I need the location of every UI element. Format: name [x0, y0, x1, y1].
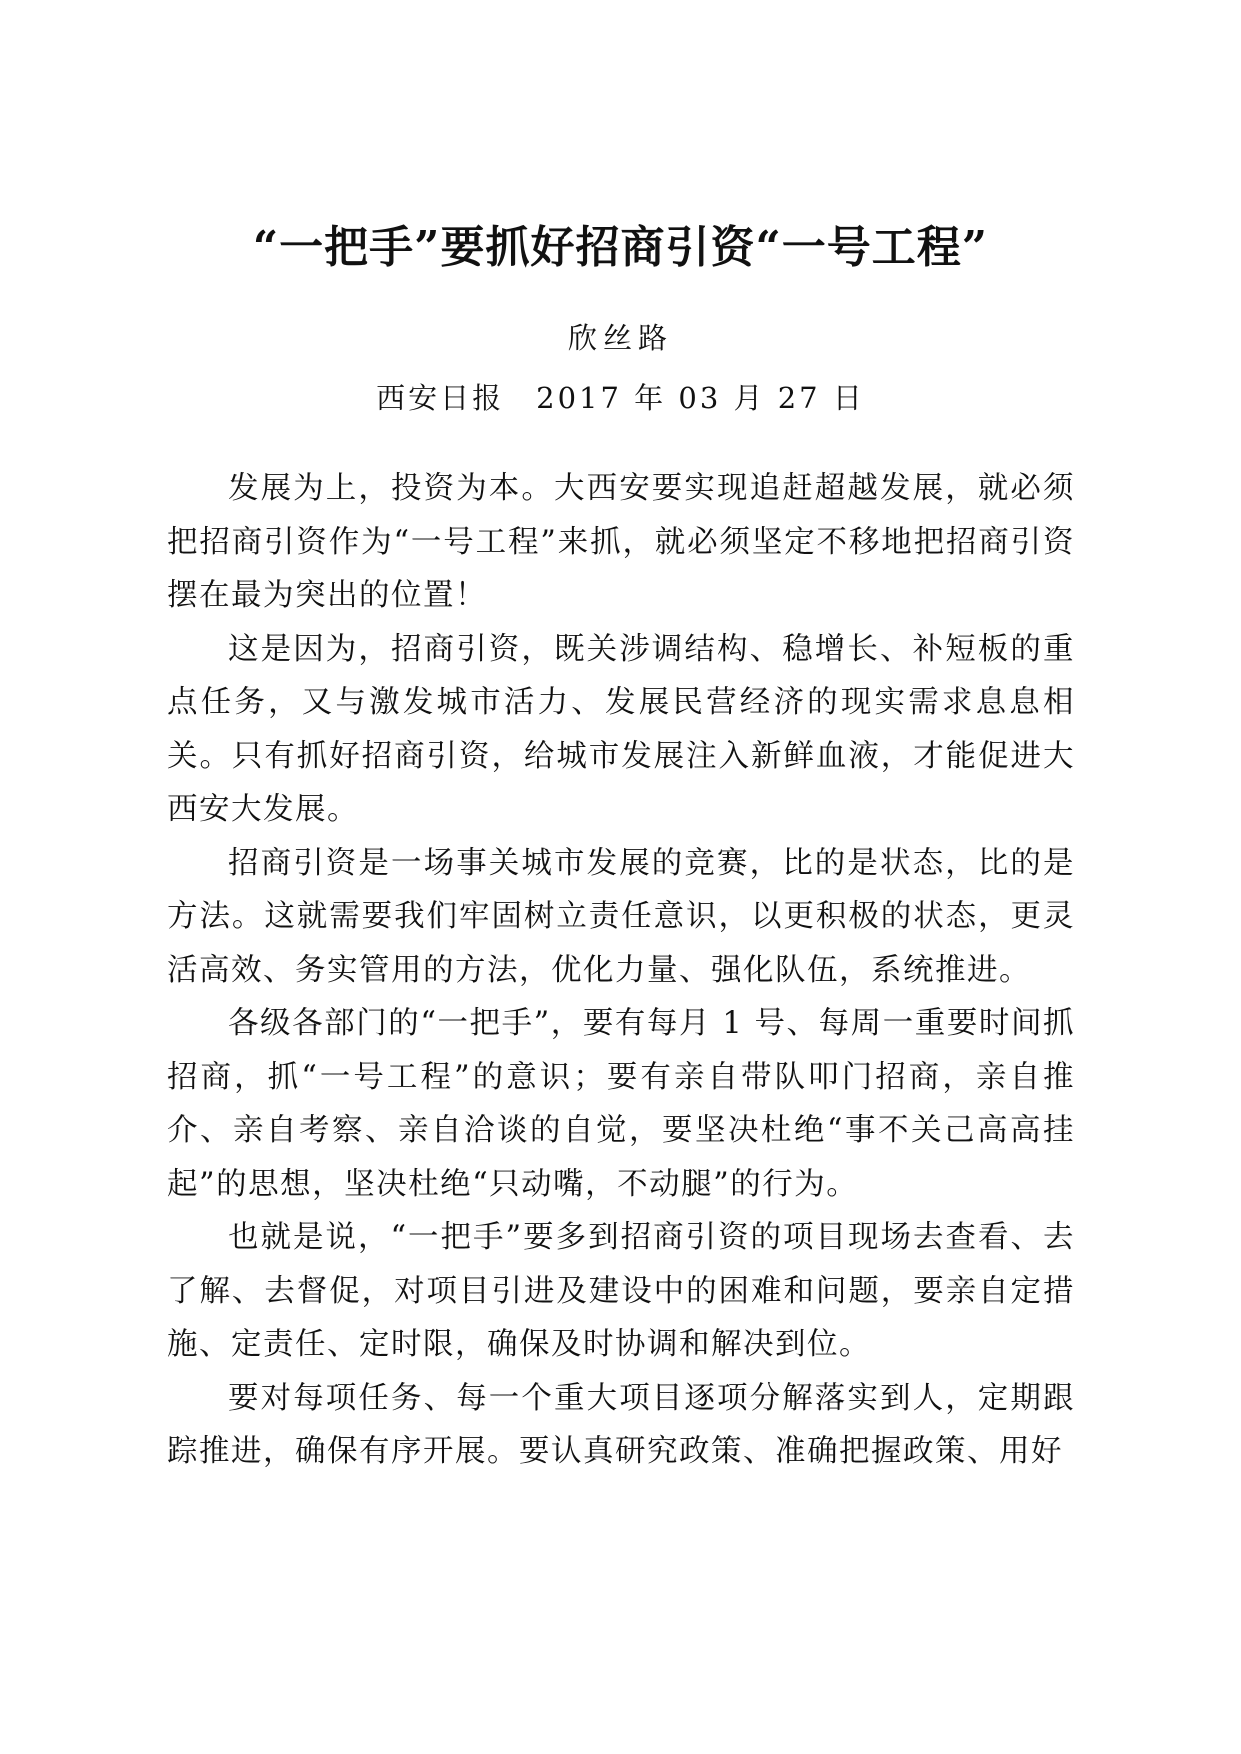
- article-body: [167, 462, 1075, 1479]
- paragraph: 发展为上，投资为本。大西安要实现追赶超越发展，就必须把招商引资作为“一号工程”来抓，就必须坚定不移地把招商引资摆在最为突出的位置！: [167, 471, 1075, 613]
- paragraph: 招商引资是一场事关城市发展的竞赛，比的是状态，比的是方法。这就需要我们牢固树立责任意识，以更积极的状态，更灵活高效、务实管用的方法，优化力量、强化队伍，系统推进。: [167, 845, 1075, 988]
- article-author: 欣丝路: [567, 321, 673, 355]
- paragraph: 这是因为，招商引资，既关涉调结构、稳增长、补短板的重点任务，又与激发城市活力、发展民营经济的现实需求息息相关。只有抓好招商引资，给城市发展注入新鲜血液，才能促进大西安大发展。: [167, 631, 1075, 827]
- article-title: “一把手”要抓好招商引资“一号工程”: [252, 222, 989, 273]
- paragraph: 各级各部门的“一把手”，要有每月 1 号、每周一重要时间抓招商，抓“一号工程”的意识；要有亲自带队叩门招商，亲自推介、亲自考察、亲自洽谈的自觉，要坚决杜绝“事不关己高高挂起”的思想，坚决杜绝“只动嘴，不动腿”的行为。: [167, 1006, 1075, 1202]
- article-source-date: 西安日报 2017 年 03 月 27 日: [376, 381, 865, 415]
- paragraph: 要对每项任务、每一个重大项目逐项分解落实到人，定期跟踪推进，确保有序开展。要认真研究政策、准确把握政策、用好: [167, 1380, 1075, 1469]
- paragraph: 也就是说，“一把手”要多到招商引资的项目现场去查看、去了解、去督促，对项目引进及建设中的困难和问题，要亲自定措施、定责任、定时限，确保及时协调和解决到位。: [167, 1220, 1075, 1362]
